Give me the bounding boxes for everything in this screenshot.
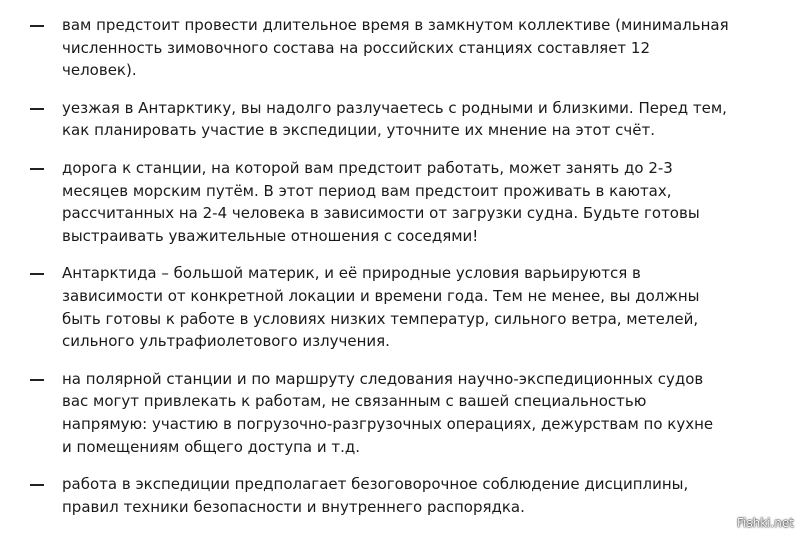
list-item [0,473,800,518]
bullet-list [0,14,800,533]
list-item-text: вам предстоит провести длительное время в замкнутом коллективе (минимальная численность зимовочного состава на российских станциях составляет 12 человек). [62,16,729,80]
dash-bullet-icon [30,484,44,486]
list-item-text: дорога к станции, на которой вам предстоит работать, может занять до 2-3 месяцев морским путём. В этот период вам предстоит проживать в каютах, рассчитанных на 2-4 человека в зависимости от загрузки судна. Будьте готовы выстраивать уважительные отношения с соседями! [62,158,700,245]
list-item-text: работа в экспедиции предполагает безоговорочное соблюдение дисциплины, правил техники безопасности и внутреннего распорядка. [62,475,689,516]
dash-bullet-icon [30,379,44,381]
list-item [0,262,800,352]
watermark: Fishki.net [736,516,794,530]
list-item-text: Антарктида – большой материк, и её природные условия варьируются в зависимости от конкретной локации и времени года. Тем не менее, вы должны быть готовы к работе в условиях низких температур, сильного ветра, метелей, сильного ультрафиолетового излучения. [62,264,700,351]
list-item-text: уезжая в Антарктику, вы надолго разлучаетесь с родными и близкими. Перед тем, как планировать участие в экспедиции, уточните их мнение на этот счёт. [62,98,727,140]
dash-bullet-icon [30,168,44,170]
list-item-text: на полярной станции и по маршруту следования научно-экспедиционных судов вас могут привлекать к работам, не связанным с вашей специальностью напрямую: участию в погрузочно-разгрузочных операциях, дежурствам по кухне и помещениям общего доступа и т.д. [62,369,714,456]
list-item [0,157,800,247]
dash-bullet-icon [30,108,44,110]
dash-bullet-icon [30,25,44,27]
list-item [0,14,800,82]
dash-bullet-icon [30,273,44,275]
list-item [0,97,800,142]
list-item [0,368,800,458]
